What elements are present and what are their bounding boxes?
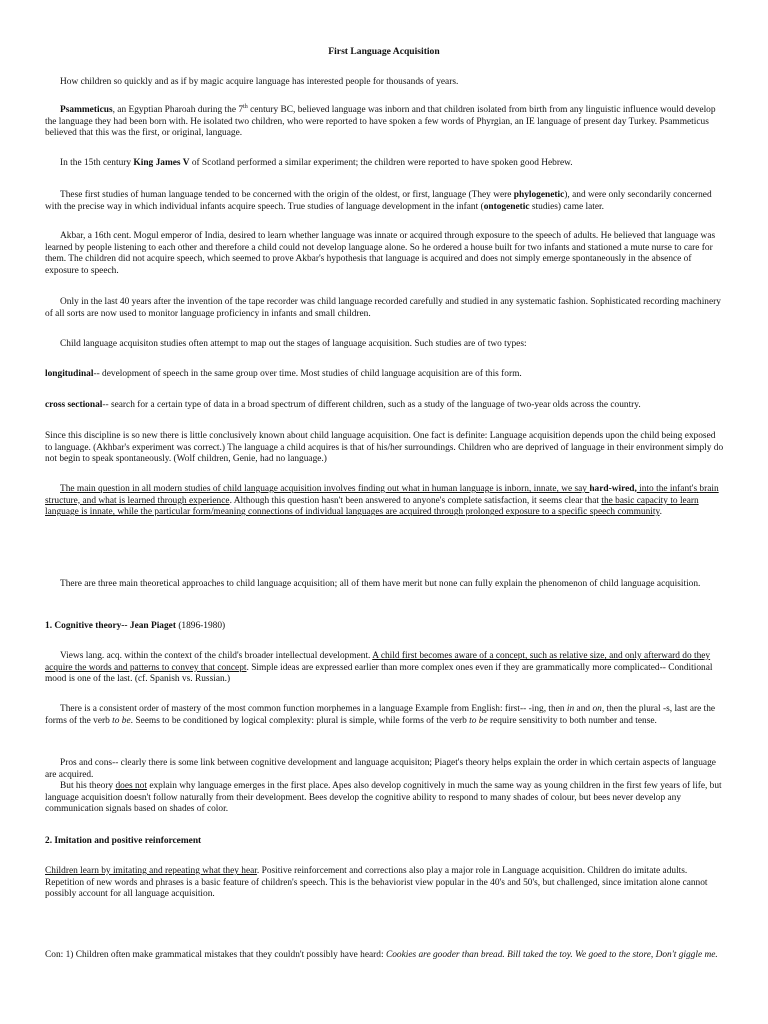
text: -- search for a certain type of data in a broad spectrum of different children, such as a study of the language of two-year olds across the country.	[102, 400, 641, 410]
cognitive-theory-heading	[45, 621, 725, 633]
psammeticus-paragraph	[45, 105, 725, 140]
text: to be	[469, 715, 488, 726]
text: There is a consistent order of mastery of the most common function morphemes in a language Example from English: first-- -ing, then	[60, 704, 567, 714]
text: -- development of speech in the same group over time. Most studies of child language acquisition are of this form.	[93, 369, 522, 379]
text: But his theory	[60, 781, 116, 791]
study-types-paragraph	[45, 339, 725, 351]
text: to be	[112, 715, 131, 726]
psammeticus-name: Psammeticus	[60, 105, 113, 115]
intro-paragraph	[45, 77, 725, 89]
text: of Scotland performed a similar experiment; the children were reported to have spoken good Hebrew.	[189, 158, 573, 168]
text: .	[659, 507, 662, 518]
imitation-heading	[45, 836, 725, 848]
text: into the infant's brain structure, and what is learned through experience	[45, 484, 719, 506]
approaches-paragraph	[45, 579, 725, 591]
text: on	[592, 704, 602, 714]
text: Pros and cons-- clearly there is some link between cognitive development and language acquisiton; Piaget's theory helps explain the order in which certain aspects of language are acquired.	[45, 758, 716, 780]
phylogenetic-term: phylogenetic	[513, 190, 565, 200]
main-question-paragraph	[45, 484, 725, 519]
page-title: First Language Acquisition	[328, 46, 440, 57]
text: Con: 1) Children often make grammatical mistakes that they couldn't possibly have heard:	[45, 950, 386, 960]
hard-wired-term: hard-wired,	[589, 484, 637, 494]
text: . Simple ideas are expressed earlier than more complex ones even if they are grammatically more complicated-- Conditional mood is one of the last. (cf. Spanish vs. Russian.)	[45, 662, 713, 685]
text: There are three main theoretical approaches to child language acquisition; all of them have merit but none can fully explain the phenomenon of child language acquisition.	[60, 579, 701, 589]
text: . Seems to be conditioned by logical complexity: plural is simple, while forms of the verb	[130, 715, 470, 726]
text: Since this discipline is so new there is little conclusively known about child language acquisition. One fact is definite: Language acquisition depends upon the child being exposed to language. (Akhbar's experiment was correct.) The language a child acquires is that of his/her surroundings. Children who are deprived of language in their environment simply do not begin to speak spontaneously. (Wolf children, Genie, had no language.)	[45, 431, 724, 465]
text: Children learn by imitating and repeating what they hear	[45, 866, 257, 876]
text: ), and were only secondarily concerned with the precise way in which individual infants acquire speech. True studies of language development in the infant (	[45, 190, 712, 212]
akbar-paragraph	[45, 231, 725, 277]
text: in	[566, 704, 575, 714]
discipline-paragraph	[45, 431, 725, 466]
text: Child language acquisiton studies often attempt to map out the stages of language acquisition. Such studies are of two types:	[60, 339, 527, 349]
text: 2. Imitation and positive reinforcement	[45, 836, 202, 846]
text: the basic capacity to learn language is innate, while the particular form/meaning connections of individual languages are acquired through prolonged exposure to a specific speech community	[45, 495, 699, 518]
text: These first studies of human language tended to be concerned with the origin of the oldest, or first, language (They were	[60, 190, 514, 200]
text: , an Egyptian Pharoah during the 7	[112, 105, 244, 115]
intro-text: How children so quickly and as if by magic acquire language has interested people for thousands of years.	[60, 77, 459, 87]
piaget-views-paragraph	[45, 651, 725, 686]
longitudinal-paragraph	[45, 369, 725, 381]
text: The main question in all modern studies of child language acquisition involves finding out what in human language is inborn, innate, we say	[60, 484, 590, 494]
text: Views lang. acq. within the context of the child's broader intellectual development.	[60, 651, 373, 661]
cross-sectional-term: cross sectional	[45, 400, 103, 410]
pros-cons-paragraph	[45, 758, 725, 781]
text: Cookies are gooder than bread. Bill taked the toy. We goed to the store, Don't giggle me.	[385, 950, 718, 960]
text: century BC, believed language was inborn and that children isolated from birth from any linguistic influence would develop the language they had been born with. He isolated two children, who were reported to have spoken a few words of Phyrgian, an IE language of present day Turkey. Psammeticus believed that this was the first, or original, language.	[45, 105, 716, 139]
james-name: King James V	[133, 158, 190, 168]
text: (1896-1980)	[175, 621, 226, 631]
text: and	[574, 704, 593, 714]
text: 1. Cognitive theory-- Jean Piaget	[45, 621, 176, 631]
text: . Positive reinforcement and corrections also play a major role in Language acquisition. Children do imitate adults. Repetition of new words and phrases is a basic feature of children's speech. This is the behaviorist view popular in the 40's and 50's, but challenged, since imitation alone cannot possibly account for all language acquisition.	[45, 866, 708, 900]
piaget-limits-paragraph	[45, 781, 725, 816]
ontogenetic-term: ontogenetic	[483, 201, 530, 212]
cross-sectional-paragraph	[45, 400, 725, 412]
morphemes-paragraph	[45, 704, 725, 727]
superscript: th	[243, 103, 248, 110]
text: Akbar, a 16th cent. Mogul emperor of India, desired to learn whether language was innate or acquired through exposure to the speech of adults. He believed that language was learned by people listening to each other and therefore a child could not develop language alone. So he ordered a house built for two infants and stationed a mute nurse to care for them. The children did not acquire speech, which seemed to prove Akbar's hypothesis that language is acquired and does not simply emerge spontaneously in the absence of exposure to speech.	[45, 231, 716, 276]
text: studies) came later.	[529, 201, 604, 212]
con-paragraph	[45, 950, 725, 962]
phylogenetic-paragraph	[45, 190, 725, 213]
text: . Although this question hasn't been answered to anyone's complete satisfaction, it seems clear that	[229, 495, 602, 506]
text: A child first becomes aware of a concept, such as relative size, and only afterward do they acquire the words and patterns to convey that concept	[45, 651, 711, 673]
text: does not	[115, 781, 147, 791]
text: require sensitivity to both number and tense.	[487, 715, 657, 726]
imitation-paragraph	[45, 866, 725, 901]
text: explain why language emerges in the first place. Apes also develop cognitively in much the same way as young children in the first few years of life, but language acquisition doesn't follow naturally from their development. Bees develop the cognitive ability to respond to many shades of colour, but bees never develop any communication signals based on shades of color.	[45, 781, 722, 815]
james-paragraph	[45, 158, 725, 170]
longitudinal-term: longitudinal	[45, 369, 94, 379]
text: , then the plural -s, last are the forms of the verb	[45, 704, 716, 726]
text: In the 15th century	[60, 158, 134, 168]
tape-recorder-paragraph	[45, 297, 725, 320]
text: Only in the last 40 years after the invention of the tape recorder was child language recorded carefully and studied in any systematic fashion. Sophisticated recording machinery of all sorts are now used to monitor language proficiency in infants and small children.	[45, 297, 721, 319]
